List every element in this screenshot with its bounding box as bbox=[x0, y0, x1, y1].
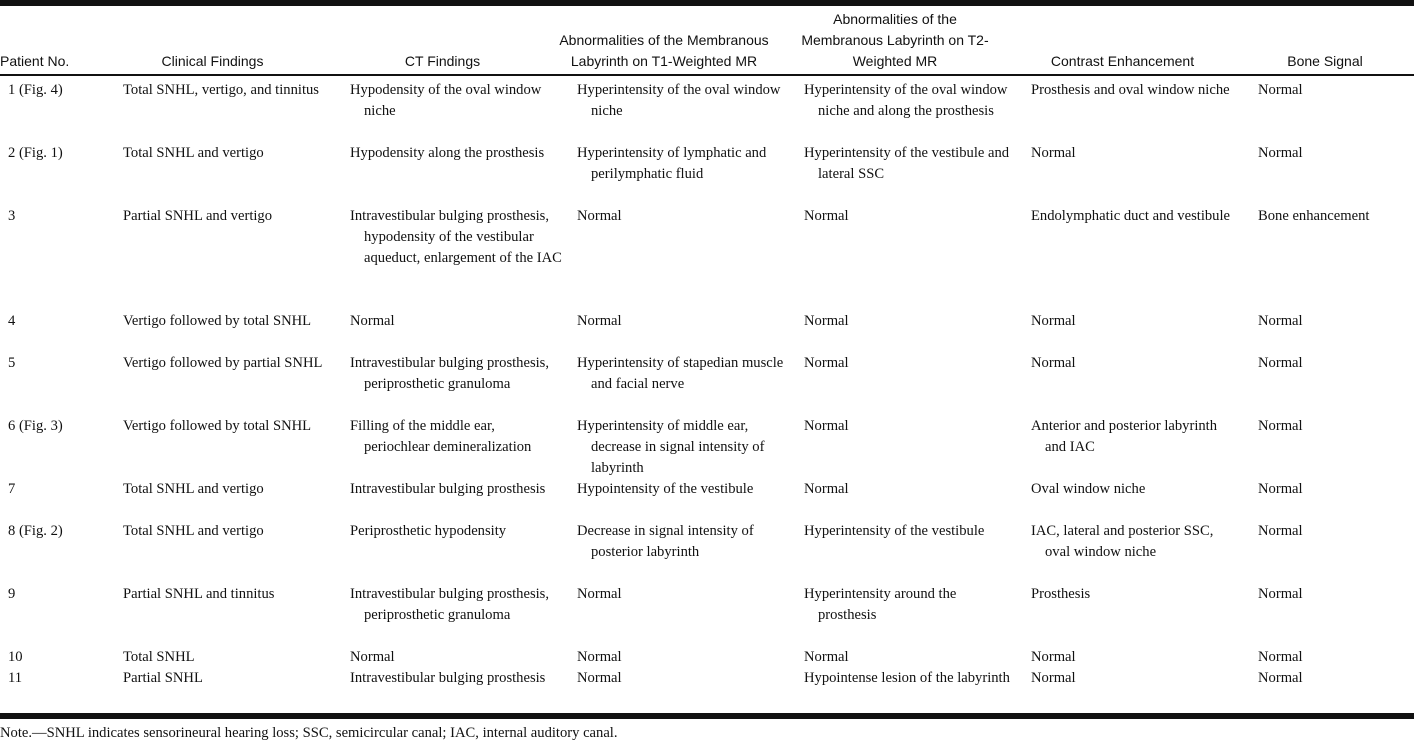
cell-clinical-findings: Vertigo followed by partial SNHL bbox=[123, 355, 323, 371]
cell-bone-signal: Normal bbox=[1258, 670, 1303, 686]
cell-bone-signal: Normal bbox=[1258, 586, 1303, 602]
cell-t1-mr: Hyperintensity of stapedian muscle and facial nerve bbox=[577, 355, 784, 392]
table-top-rule bbox=[0, 0, 1414, 6]
cell-t2-mr: Hypointense lesion of the labyrinth bbox=[804, 670, 1010, 686]
cell-t1-mr: Normal bbox=[577, 670, 622, 686]
cell-patient-no: 1 (Fig. 4) bbox=[8, 82, 63, 98]
header-clinical-findings: Clinical Findings bbox=[161, 53, 264, 69]
cell-ct-findings: Intravestibular bulging prosthesis, hypodensity of the vestibular aqueduct, enlargement of the IAC bbox=[350, 208, 562, 266]
cell-clinical-findings: Total SNHL and vertigo bbox=[123, 481, 264, 497]
cell-ct-findings: Hypodensity along the prosthesis bbox=[350, 145, 545, 161]
cell-bone-signal: Normal bbox=[1258, 481, 1303, 497]
table-row bbox=[0, 416, 1414, 479]
cell-patient-no: 9 bbox=[8, 586, 16, 602]
table-row bbox=[0, 647, 1414, 668]
cell-contrast-enhancement: Normal bbox=[1031, 145, 1076, 161]
table-row bbox=[0, 479, 1414, 521]
cell-t2-mr: Normal bbox=[804, 355, 849, 371]
cell-t2-mr: Normal bbox=[804, 208, 849, 224]
cell-contrast-enhancement: Anterior and posterior labyrinth and IAC bbox=[1031, 418, 1218, 455]
cell-bone-signal: Bone enhancement bbox=[1258, 208, 1370, 224]
cell-t1-mr: Normal bbox=[577, 208, 622, 224]
cell-t1-mr: Hypointensity of the vestibule bbox=[577, 481, 754, 497]
cell-ct-findings: Normal bbox=[350, 649, 395, 665]
cell-patient-no: 11 bbox=[8, 670, 23, 686]
header-t2-weighted-mr: Abnormalities of the Membranous Labyrinth on T2-Weighted MR bbox=[801, 11, 989, 69]
cell-bone-signal: Normal bbox=[1258, 523, 1303, 539]
cell-t2-mr: Normal bbox=[804, 481, 849, 497]
header-rule bbox=[0, 74, 1414, 76]
cell-clinical-findings: Partial SNHL and vertigo bbox=[123, 208, 273, 224]
cell-patient-no: 8 (Fig. 2) bbox=[8, 523, 63, 539]
cell-contrast-enhancement: Prosthesis bbox=[1031, 586, 1091, 602]
header-ct-findings: CT Findings bbox=[404, 53, 481, 69]
table-row bbox=[0, 668, 1414, 710]
cell-t2-mr: Normal bbox=[804, 418, 849, 434]
header-t1-weighted-mr: Abnormalities of the Membranous Labyrinth on T1-Weighted MR bbox=[559, 32, 769, 69]
cell-ct-findings: Intravestibular bulging prosthesis bbox=[350, 481, 546, 497]
cell-patient-no: 3 bbox=[8, 208, 16, 224]
cell-t1-mr: Hyperintensity of lymphatic and perilymphatic fluid bbox=[577, 145, 767, 182]
cell-t1-mr: Hyperintensity of the oval window niche bbox=[577, 82, 781, 119]
cell-t1-mr: Hyperintensity of middle ear, decrease in signal intensity of labyrinth bbox=[577, 418, 765, 476]
cell-contrast-enhancement: Normal bbox=[1031, 670, 1076, 686]
table-row bbox=[0, 311, 1414, 353]
cell-ct-findings: Filling of the middle ear, periochlear demineralization bbox=[350, 418, 532, 455]
cell-patient-no: 4 bbox=[8, 313, 16, 329]
cell-contrast-enhancement: Endolymphatic duct and vestibule bbox=[1031, 208, 1230, 224]
cell-clinical-findings: Total SNHL and vertigo bbox=[123, 523, 264, 539]
cell-ct-findings: Intravestibular bulging prosthesis bbox=[350, 670, 546, 686]
table-row bbox=[0, 353, 1414, 416]
cell-contrast-enhancement: Oval window niche bbox=[1031, 481, 1146, 497]
cell-ct-findings: Periprosthetic hypodensity bbox=[350, 523, 507, 539]
header-patient-no: Patient No. bbox=[0, 53, 70, 69]
cell-ct-findings: Intravestibular bulging prosthesis, periprosthetic granuloma bbox=[350, 355, 550, 392]
cell-clinical-findings: Total SNHL and vertigo bbox=[123, 145, 264, 161]
header-contrast-enhancement: Contrast Enhancement bbox=[1050, 53, 1195, 69]
cell-clinical-findings: Partial SNHL bbox=[123, 670, 203, 686]
cell-t1-mr: Normal bbox=[577, 313, 622, 329]
cell-ct-findings: Intravestibular bulging prosthesis, periprosthetic granuloma bbox=[350, 586, 550, 623]
cell-clinical-findings: Vertigo followed by total SNHL bbox=[123, 313, 312, 329]
cell-t2-mr: Hyperintensity of the oval window niche and along the prosthesis bbox=[804, 82, 1008, 119]
table-bottom-rule bbox=[0, 713, 1414, 719]
table-footnote: Note.—SNHL indicates sensorineural hearing loss; SSC, semicircular canal; IAC, internal auditory canal. bbox=[0, 725, 618, 741]
cell-contrast-enhancement: Normal bbox=[1031, 355, 1076, 371]
cell-clinical-findings: Total SNHL, vertigo, and tinnitus bbox=[123, 82, 319, 98]
cell-patient-no: 5 bbox=[8, 355, 16, 371]
cell-patient-no: 7 bbox=[8, 481, 16, 497]
cell-bone-signal: Normal bbox=[1258, 313, 1303, 329]
cell-ct-findings: Normal bbox=[350, 313, 395, 329]
cell-bone-signal: Normal bbox=[1258, 355, 1303, 371]
cell-contrast-enhancement: Prosthesis and oval window niche bbox=[1031, 82, 1230, 98]
cell-t1-mr: Normal bbox=[577, 649, 622, 665]
cell-patient-no: 10 bbox=[8, 649, 23, 665]
table-row bbox=[0, 584, 1414, 647]
cell-bone-signal: Normal bbox=[1258, 649, 1303, 665]
cell-contrast-enhancement: IAC, lateral and posterior SSC, oval window niche bbox=[1031, 523, 1214, 560]
cell-ct-findings: Hypodensity of the oval window niche bbox=[350, 82, 542, 119]
cell-t2-mr: Hyperintensity of the vestibule and lateral SSC bbox=[804, 145, 1010, 182]
cell-bone-signal: Normal bbox=[1258, 418, 1303, 434]
cell-contrast-enhancement: Normal bbox=[1031, 649, 1076, 665]
table-row bbox=[0, 143, 1414, 206]
cell-clinical-findings: Partial SNHL and tinnitus bbox=[123, 586, 275, 602]
cell-patient-no: 6 (Fig. 3) bbox=[8, 418, 63, 434]
table-body bbox=[0, 80, 1414, 710]
table-row bbox=[0, 521, 1414, 584]
cell-bone-signal: Normal bbox=[1258, 82, 1303, 98]
cell-t1-mr: Normal bbox=[577, 586, 622, 602]
cell-t2-mr: Hyperintensity of the vestibule bbox=[804, 523, 985, 539]
cell-t2-mr: Normal bbox=[804, 313, 849, 329]
table-row bbox=[0, 80, 1414, 143]
cell-contrast-enhancement: Normal bbox=[1031, 313, 1076, 329]
cell-t2-mr: Hyperintensity around the prosthesis bbox=[804, 586, 957, 623]
table-row bbox=[0, 206, 1414, 311]
cell-t1-mr: Decrease in signal intensity of posterior labyrinth bbox=[577, 523, 754, 560]
cell-clinical-findings: Total SNHL bbox=[123, 649, 195, 665]
header-bone-signal: Bone Signal bbox=[1287, 53, 1363, 69]
cell-t2-mr: Normal bbox=[804, 649, 849, 665]
cell-bone-signal: Normal bbox=[1258, 145, 1303, 161]
cell-clinical-findings: Vertigo followed by total SNHL bbox=[123, 418, 312, 434]
cell-patient-no: 2 (Fig. 1) bbox=[8, 145, 63, 161]
